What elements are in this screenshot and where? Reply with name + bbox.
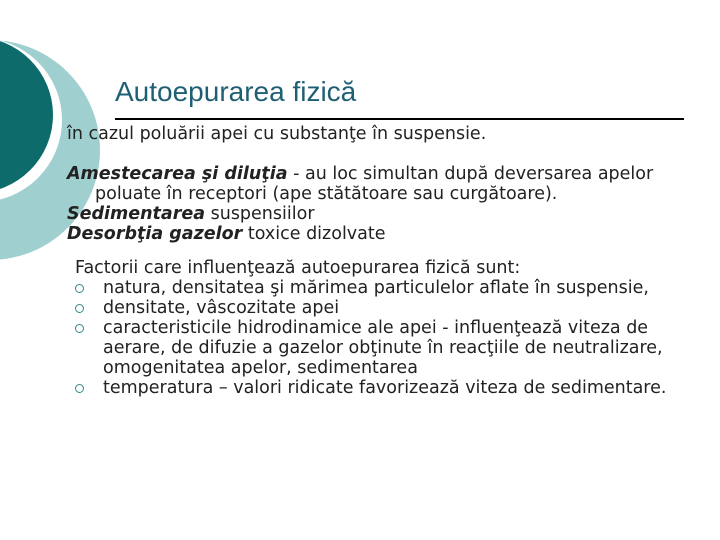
list-item (75, 318, 707, 378)
bullet-circle-icon (75, 284, 84, 293)
slide-title: Autoepurarea fizică (115, 76, 357, 107)
bullet-circle-icon (75, 324, 84, 333)
list-item (75, 278, 707, 298)
title-underline (115, 118, 684, 120)
bullet-text: caracteristicile hidrodinamice ale apei - influenţează viteza de aerare, de difuzie a gazelor obţinute în reacţiile de neutralizare, omogenitatea apelor, sedimentarea (103, 318, 663, 378)
item-text: toxice dizolvate (242, 224, 386, 244)
item-text: - au loc simultan după deversarea apelor poluate în receptori (ape stătătoare sau curgătoare). (95, 164, 654, 204)
item-term: Amestecarea şi diluţia (67, 164, 288, 184)
item-text: suspensiilor (205, 204, 315, 224)
item-term: Desorbţia gazelor (67, 224, 243, 244)
bullet-circle-icon (75, 384, 84, 393)
item-mixing (67, 164, 707, 204)
list-item (75, 378, 707, 398)
slide-content (67, 124, 707, 398)
list-item (75, 298, 707, 318)
item-term: Sedimentarea (67, 204, 206, 224)
factors-block (75, 258, 707, 398)
item-sedimentation (67, 204, 707, 224)
item-desorption (67, 224, 707, 244)
bullet-circle-icon (75, 304, 84, 313)
bullet-text: temperatura – valori ridicate favorizează viteza de sedimentare. (103, 378, 667, 398)
bullet-text: densitate, vâscozitate apei (103, 298, 340, 318)
bullet-text: natura, densitatea şi mărimea particulelor aflate în suspensie, (103, 278, 649, 298)
intro-line: în cazul poluării apei cu substanţe în suspensie. (67, 124, 487, 144)
factors-intro: Factorii care influenţează autoepurarea fizică sunt: (75, 258, 521, 278)
